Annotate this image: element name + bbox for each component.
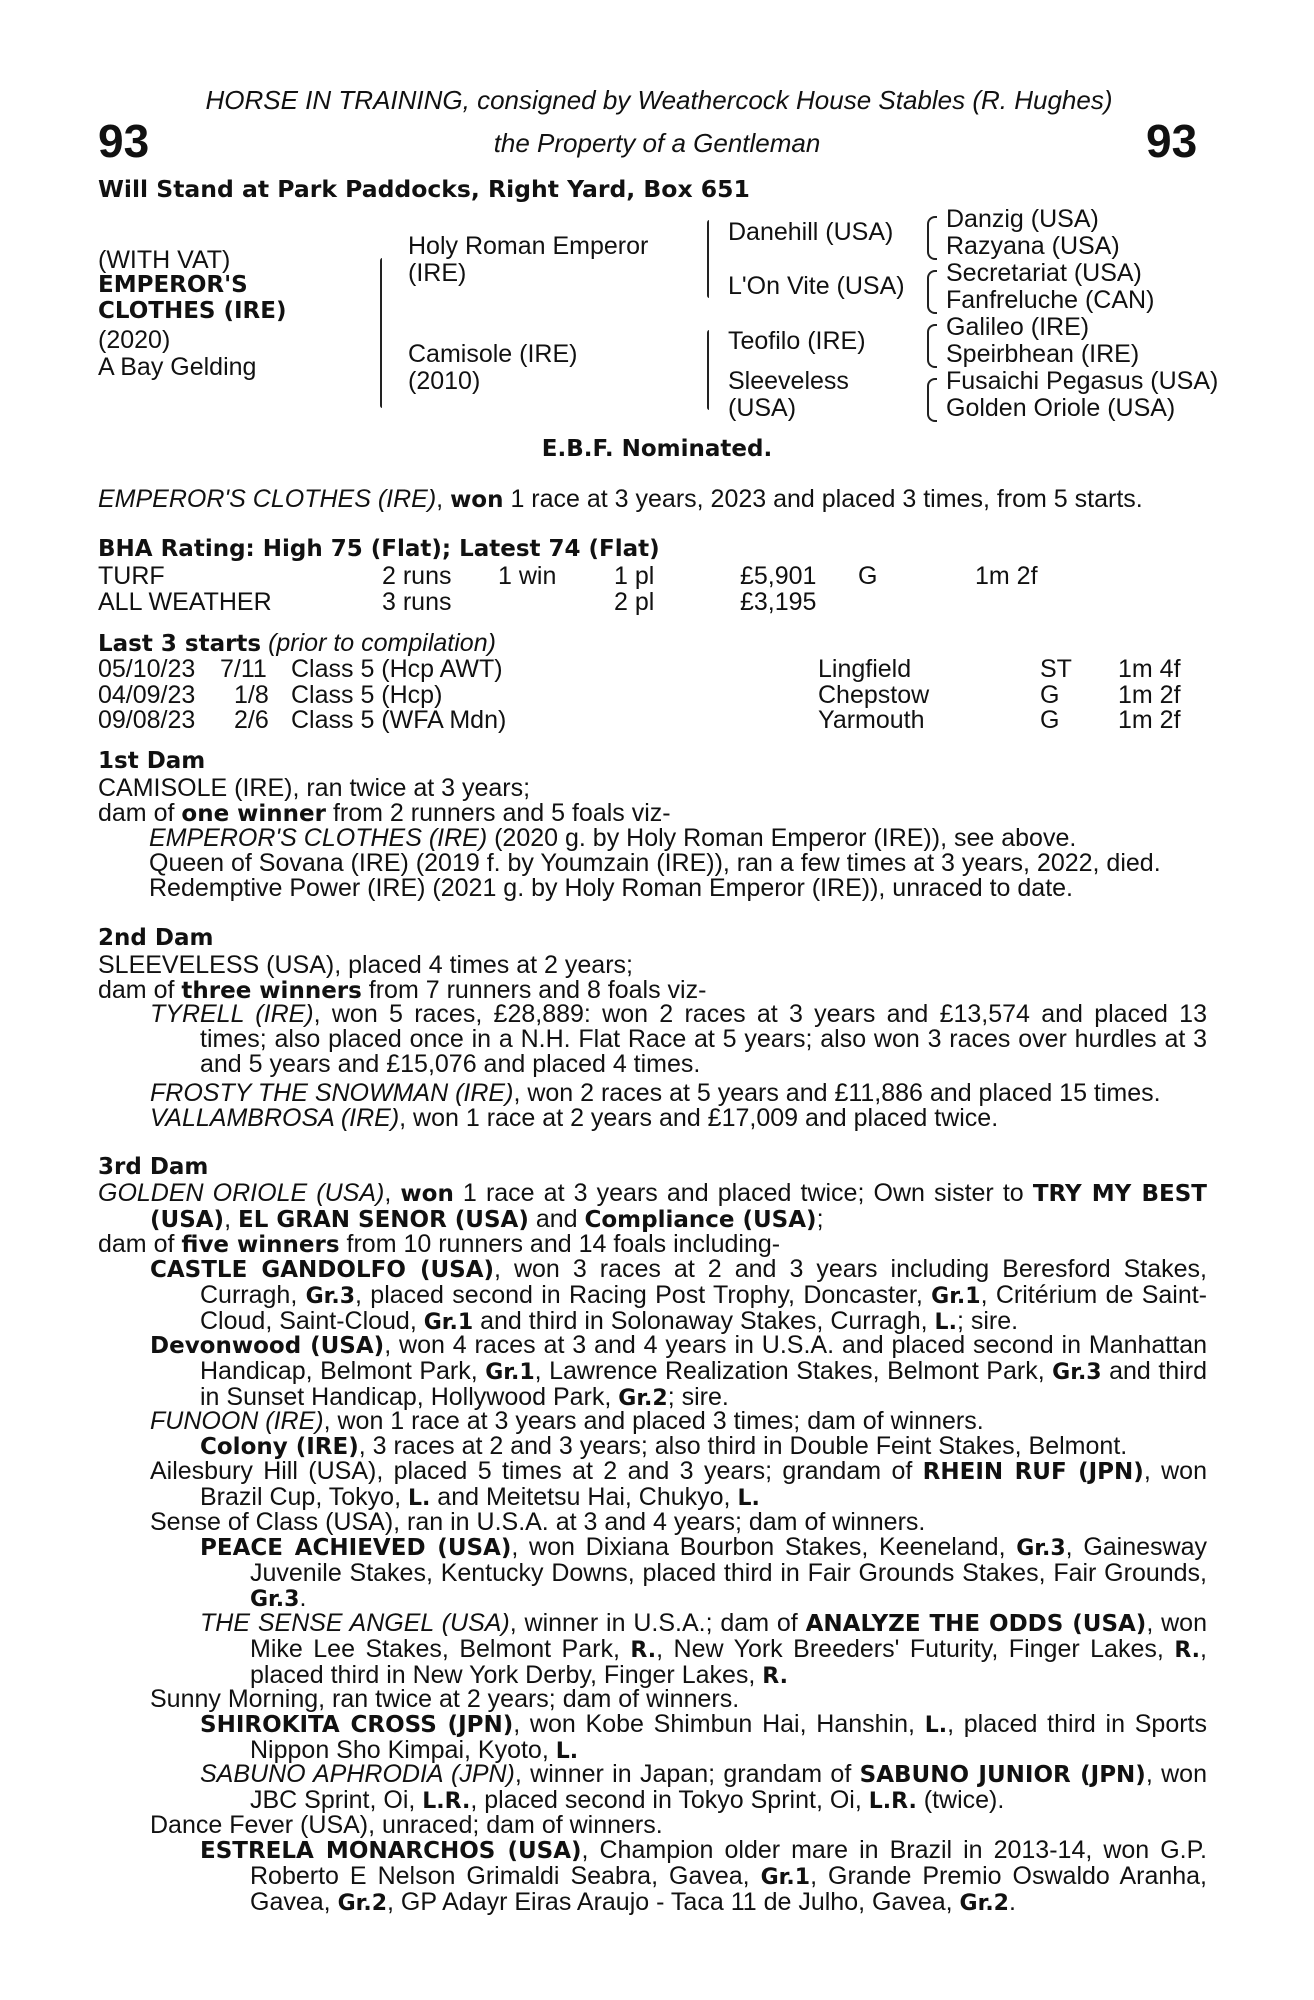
start-date: 04/09/23 — [98, 681, 196, 709]
progeny-text: , placed second in Racing Post Trophy, Doncaster, — [355, 1281, 932, 1310]
sire-sire: Danehill (USA) — [728, 218, 894, 246]
dam-of-prefix: dam of — [98, 799, 175, 827]
progeny-shirokita-cross — [200, 1712, 1207, 1764]
pedigree-brace-sire — [707, 220, 709, 298]
third-dam-line: GOLDEN ORIOLE (USA), won 1 race at 3 years and placed twice; Own sister to TRY MY BEST (USA), EL GRAN SENOR (USA) and Compliance (USA); — [98, 1179, 1207, 1234]
rating-placed: 1 pl — [614, 562, 655, 590]
start-course: Chepstow — [818, 681, 930, 709]
separator: ; — [816, 1205, 824, 1234]
progeny-name: PEACE ACHIEVED (USA) — [200, 1535, 512, 1561]
grade-label: L. — [407, 1486, 431, 1512]
dam-name: Camisole (IRE) — [408, 340, 578, 368]
progeny-item: Redemptive Power (IRE) (2021 g. by Holy Roman Emperor (IRE)), unraced to date. — [149, 874, 1073, 902]
ebf-nominated: E.B.F. Nominated. — [541, 436, 773, 462]
progeny-text: , Critérium de Saint-Cloud, Saint-Cloud, — [200, 1281, 1208, 1336]
progeny-text: , won 1 race at 2 years and £17,009 and placed twice. — [399, 1104, 999, 1132]
rating-distance: 1m 2f — [975, 562, 1038, 590]
progeny-name: TYRELL (IRE) — [150, 1000, 314, 1028]
lot-number-left: 93 — [98, 115, 150, 167]
progeny-colony — [200, 1434, 1127, 1459]
sire-country: (IRE) — [408, 259, 467, 287]
progeny-text: , won Mike Lee Stakes, Belmont Park, — [250, 1609, 1207, 1664]
start-going: G — [1040, 681, 1060, 709]
separator: and — [528, 1205, 585, 1234]
dam-year: (2010) — [408, 367, 481, 395]
first-dam-heading: 1st Dam — [98, 748, 206, 774]
progeny-the-sense-angel — [200, 1611, 1207, 1690]
start-going: ST — [1040, 655, 1072, 683]
bha-rating-title: BHA Rating: High 75 (Flat); Latest 74 (Flat) — [98, 536, 660, 562]
start-position: 1/8 — [234, 681, 269, 709]
start-distance: 1m 4f — [1118, 655, 1181, 683]
grade-label: L. — [924, 1713, 948, 1738]
grandprogeny-name: ANALYZE THE ODDS (USA) — [805, 1611, 1147, 1637]
grade-label: L. — [737, 1486, 760, 1512]
pedigree-brace-sd — [927, 270, 937, 314]
grade-label: Gr.2 — [959, 1891, 1009, 1917]
progeny-name: SABUNO APHRODIA (JPN) — [200, 1760, 515, 1788]
progeny-frosty — [150, 1081, 1161, 1106]
horse-name-line2: CLOTHES (IRE) — [98, 298, 287, 324]
dam-of-winners: three winners — [181, 978, 362, 1004]
great-grand-dam-1: Razyana (USA) — [946, 232, 1120, 260]
rating-runs: 2 runs — [382, 562, 452, 590]
grade-label: Gr.2 — [618, 1386, 668, 1412]
progeny-text: . — [1008, 1888, 1016, 1917]
progeny-text: , won Brazil Cup, Tokyo, — [200, 1457, 1207, 1512]
progeny-text: , won 5 races, £28,889: won 2 races at 3 years and £13,574 and placed 13 times; also placed once in a N.H. Flat Race at 5 years; also won 3 races over hurdles at 3 and 5 years and £15,076 and placed 4 times. — [200, 1000, 1207, 1079]
start-course: Lingfield — [818, 655, 912, 683]
start-position: 2/6 — [234, 706, 269, 734]
start-position: 7/11 — [220, 655, 267, 683]
start-race: Class 5 (WFA Mdn) — [291, 706, 507, 734]
start-race: Class 5 (Hcp) — [291, 681, 443, 709]
rating-runs: 3 runs — [382, 588, 452, 616]
grade-label: Gr.3 — [305, 1284, 356, 1310]
last-starts-title: Last 3 starts — [98, 631, 262, 657]
vat-note: (WITH VAT) — [98, 246, 231, 274]
progeny-name: Colony (IRE) — [200, 1434, 359, 1460]
progeny-text: , won 1 race at 3 years and placed 3 times; dam of winners. — [323, 1407, 984, 1435]
progeny-ailesbury-hill — [150, 1459, 1207, 1511]
progeny-name: EMPEROR'S CLOTHES (IRE) — [149, 824, 488, 852]
dam-of-winners: five winners — [181, 1232, 340, 1258]
last-starts-heading — [98, 631, 496, 656]
horse-name-line1: EMPEROR'S — [98, 272, 248, 298]
great-grand-dam-4: Golden Oriole (USA) — [946, 394, 1176, 422]
dam-of-prefix: dam of — [98, 976, 175, 1004]
progeny-item: Queen of Sovana (IRE) (2019 f. by Youmzain (IRE)), ran a few times at 3 years, 2022, died. — [149, 849, 1161, 877]
progeny-estrela-monarchos — [200, 1838, 1207, 1917]
start-date: 05/10/23 — [98, 655, 196, 683]
progeny-text: , GP Adayr Eiras Araujo - Taca 11 de Julho, Gavea, — [387, 1888, 960, 1917]
horse-description: A Bay Gelding — [98, 353, 257, 381]
progeny-text: , won 4 races at 3 and 4 years in U.S.A. and placed second in Manhattan Handicap, Belmont Park, — [200, 1331, 1208, 1386]
consignor-line: HORSE IN TRAINING, consigned by Weathercock House Stables (R. Hughes) — [205, 85, 1113, 115]
start-date: 09/08/23 — [98, 706, 196, 734]
progeny-text: Ailesbury Hill (USA), placed 5 times at 2 and 3 years; grandam of — [150, 1457, 923, 1485]
dam-dam-name: Sleeveless — [728, 367, 849, 395]
pedigree-brace-dd — [927, 378, 937, 422]
sibling-name: EL GRAN SENOR (USA) — [237, 1207, 529, 1234]
horse-year: (2020) — [98, 326, 171, 354]
third-dam-won: won — [400, 1181, 454, 1207]
grade-label: R. — [1174, 1638, 1201, 1664]
dam-sire: Teofilo (IRE) — [728, 327, 866, 355]
progeny-text: and third in Sunset Handicap, Hollywood Park, — [200, 1357, 1207, 1412]
progeny-devonwood — [150, 1333, 1207, 1412]
great-grand-dam-2: Fanfreluche (CAN) — [946, 286, 1155, 314]
progeny-name: SHIROKITA CROSS (JPN) — [200, 1712, 514, 1738]
sire-dam: L'On Vite (USA) — [728, 272, 905, 300]
grade-label: Gr.3 — [1016, 1536, 1066, 1561]
grade-label: L.R. — [868, 1789, 917, 1815]
dam-of-suffix: from 7 runners and 8 foals viz- — [368, 976, 707, 1004]
progeny-name: FROSTY THE SNOWMAN (IRE) — [150, 1079, 514, 1107]
progeny-text: , won 2 races at 5 years and £11,886 and placed 15 times. — [513, 1079, 1161, 1107]
progeny-funoon — [150, 1409, 984, 1434]
progeny-text: , 3 races at 2 and 3 years; also third in Double Feint Stakes, Belmont. — [358, 1432, 1128, 1460]
separator: , — [224, 1205, 238, 1234]
progeny-castle-gandolfo — [150, 1257, 1207, 1336]
progeny-text: , placed second in Tokyo Sprint, Oi, — [470, 1786, 869, 1815]
progeny-text: , Champion older mare in Brazil in 2013-14, won G.P. Roberto E Nelson Grimaldi Seabra, Gavea, — [250, 1836, 1207, 1891]
grade-label: Gr.1 — [760, 1865, 811, 1891]
start-course: Yarmouth — [818, 706, 925, 734]
progeny-sense-of-class: Sense of Class (USA), ran in U.S.A. at 3 and 4 years; dam of winners. — [150, 1508, 926, 1536]
first-dam-produce — [98, 801, 671, 826]
grade-label: R. — [630, 1638, 657, 1664]
progeny-text: , Gainesway Juvenile Stakes, Kentucky Downs, placed third in Fair Grounds Stakes, Fair Grounds, — [250, 1533, 1207, 1588]
rating-prize: £3,195 — [740, 588, 817, 616]
progeny-text: , Grande Premio Oswaldo Aranha, Gavea, — [250, 1862, 1207, 1917]
second-dam-line: SLEEVELESS (USA), placed 4 times at 2 years; — [98, 951, 633, 979]
start-race: Class 5 (Hcp AWT) — [291, 655, 503, 683]
progeny-text: , winner in Japan; grandam of — [514, 1760, 860, 1788]
pedigree-brace-main — [380, 258, 382, 408]
start-going: G — [1040, 706, 1060, 734]
property-line: the Property of a Gentleman — [493, 128, 821, 158]
progeny-dance-fever: Dance Fever (USA), unraced; dam of winners. — [150, 1811, 663, 1839]
progeny-name: VALLAMBROSA (IRE) — [150, 1104, 400, 1132]
rating-placed: 2 pl — [614, 588, 655, 616]
grade-label: Gr.2 — [337, 1891, 387, 1917]
summary-horse-name: EMPEROR'S CLOTHES (IRE) — [98, 485, 437, 513]
grade-label: Gr.1 — [485, 1360, 535, 1386]
great-grand-sire-2: Secretariat (USA) — [946, 259, 1142, 287]
progeny-text: , won 3 races at 2 and 3 years including Beresford Stakes, Curragh, — [200, 1255, 1207, 1310]
dam-of-prefix: dam of — [98, 1230, 175, 1258]
rating-prize: £5,901 — [740, 562, 817, 590]
start-distance: 1m 2f — [1118, 681, 1181, 709]
grade-label: L. — [555, 1739, 579, 1765]
last-starts-note: (prior to compilation) — [268, 629, 496, 657]
progeny-tyrell — [150, 1002, 1207, 1078]
sibling-name: TRY MY BEST (USA) — [150, 1181, 1207, 1234]
progeny-text: ; sire. — [956, 1307, 1019, 1336]
grade-label: L.R. — [422, 1789, 471, 1815]
progeny-text: ; sire. — [667, 1383, 729, 1412]
great-grand-dam-3: Speirbhean (IRE) — [946, 340, 1140, 368]
progeny-text: , New York Breeders' Futurity, Finger Lakes, — [656, 1635, 1175, 1664]
start-distance: 1m 2f — [1118, 706, 1181, 734]
third-dam-produce — [98, 1232, 780, 1257]
great-grand-sire-3: Galileo (IRE) — [946, 313, 1090, 341]
progeny-name: ESTRELA MONARCHOS (USA) — [200, 1838, 582, 1864]
great-grand-sire-4: Fusaichi Pegasus (USA) — [946, 367, 1219, 395]
rating-going: G — [858, 562, 878, 590]
great-grand-sire-1: Danzig (USA) — [946, 205, 1099, 233]
grade-label: Gr.1 — [931, 1284, 981, 1310]
rating-wins: 1 win — [498, 562, 557, 590]
sibling-name: Compliance (USA) — [584, 1207, 817, 1234]
rating-surface: ALL WEATHER — [98, 588, 272, 616]
dam-of-winners: one winner — [181, 801, 326, 827]
dam-of-suffix: from 2 runners and 5 foals viz- — [332, 799, 671, 827]
progeny-sabuno-aphrodia — [200, 1762, 1207, 1814]
third-dam-text: 1 race at 3 years and placed twice; Own sister to — [453, 1179, 1033, 1207]
progeny-name: THE SENSE ANGEL (USA) — [200, 1609, 510, 1637]
first-dam-line: CAMISOLE (IRE), ran twice at 3 years; — [98, 774, 531, 802]
dam-of-suffix: from 10 runners and 14 foals including- — [346, 1230, 781, 1258]
summary-won: won — [450, 487, 504, 513]
progeny-text: . — [299, 1584, 307, 1613]
pedigree-brace-ss — [927, 216, 937, 260]
progeny-text: , won Kobe Shimbun Hai, Hanshin, — [513, 1710, 925, 1738]
progeny-name: RHEIN RUF (JPN) — [922, 1459, 1144, 1485]
race-summary: EMPEROR'S CLOTHES (IRE), won 1 race at 3 years, 2023 and placed 3 times, from 5 starts. — [98, 485, 1143, 513]
third-dam-heading: 3rd Dam — [98, 1154, 209, 1180]
rating-surface: TURF — [98, 562, 165, 590]
progeny-text: , won Dixiana Bourbon Stakes, Keeneland, — [511, 1533, 1017, 1561]
stand-line: Will Stand at Park Paddocks, Right Yard, Box 651 — [98, 175, 750, 203]
grade-label: Gr.3 — [1052, 1360, 1102, 1386]
pedigree-brace-ds — [927, 324, 937, 368]
progeny-text: , placed third in Sports Nippon Sho Kimpai, Kyoto, — [250, 1710, 1207, 1765]
progeny-sunny-morning: Sunny Morning, ran twice at 2 years; dam of winners. — [150, 1685, 740, 1713]
grade-label: R. — [762, 1664, 789, 1690]
progeny-text: (2020 g. by Holy Roman Emperor (IRE)), see above. — [487, 824, 1077, 852]
third-dam-name: GOLDEN ORIOLE (USA) — [98, 1179, 385, 1207]
progeny-text: , Lawrence Realization Stakes, Belmont Park, — [534, 1357, 1053, 1386]
progeny-text: (twice). — [916, 1786, 1005, 1815]
pedigree-brace-dam — [707, 330, 709, 410]
progeny-text: , winner in U.S.A.; dam of — [509, 1609, 806, 1637]
summary-text: 1 race at 3 years, 2023 and placed 3 times, from 5 starts. — [510, 485, 1143, 513]
progeny-text: and third in Solonaway Stakes, Curragh, — [473, 1307, 935, 1336]
sire-name: Holy Roman Emperor — [408, 232, 649, 260]
grade-label: Gr.3 — [250, 1587, 300, 1613]
progeny-peace-achieved — [200, 1535, 1207, 1613]
progeny-text: , placed third in New York Derby, Finger Lakes, — [250, 1635, 1207, 1690]
progeny-name: CASTLE GANDOLFO (USA) — [150, 1257, 495, 1283]
grade-label: L. — [934, 1310, 957, 1336]
progeny-text: , won JBC Sprint, Oi, — [250, 1760, 1207, 1815]
dam-dam-country: (USA) — [728, 394, 797, 422]
progeny-name: FUNOON (IRE) — [150, 1407, 324, 1435]
progeny-name: Devonwood (USA) — [150, 1333, 385, 1359]
progeny-item — [149, 826, 1076, 851]
progeny-text: and Meitetsu Hai, Chukyo, — [430, 1483, 738, 1512]
grandprogeny-name: SABUNO JUNIOR (JPN) — [859, 1762, 1146, 1788]
second-dam-heading: 2nd Dam — [98, 925, 214, 951]
progeny-vallambrosa — [150, 1106, 998, 1131]
lot-number-right: 93 — [1146, 115, 1198, 167]
grade-label: Gr.1 — [423, 1310, 474, 1336]
